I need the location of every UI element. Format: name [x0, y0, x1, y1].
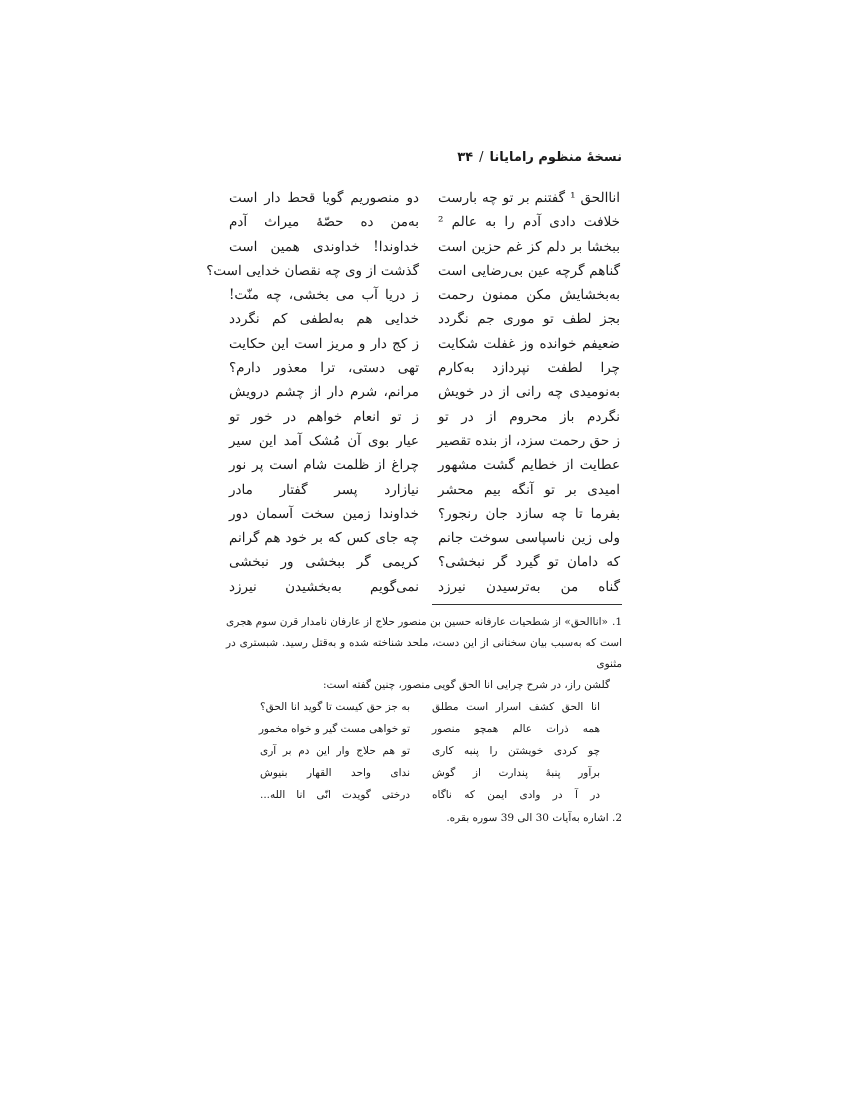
verse-line: خدایی هم به‌لطفی کم نگردد: [229, 311, 419, 328]
verse-line: گناه من به‌ترسیدن نیرزد: [438, 578, 620, 595]
hemistich-first: انا الحق کشف اسرار است مطلق: [432, 701, 600, 713]
verse-line: نمی‌گویم به‌بخشیدن نیرزد: [229, 578, 419, 595]
verse-line: اناالحق ¹ گفتنم بر تو چه بارست: [438, 190, 620, 206]
verse-line: ز کج دار و مریز است این حکایت: [229, 335, 419, 352]
hemistich-second: تو خواهی مست گیر و خواه مخمور: [258, 723, 410, 735]
verse-line: خداوندا زمین سخت آسمان دور: [229, 505, 419, 522]
verse-line: که دامان تو گیرد گر نبخشی؟: [438, 554, 620, 571]
verse-line: امیدی بر تو آنگه بیم محشر: [438, 481, 620, 498]
couplet: [226, 762, 600, 784]
poem-right-column: [438, 186, 620, 599]
header-separator: /: [479, 150, 484, 165]
couplet: [226, 718, 600, 740]
verse-line: ز تو انعام خواهم در خور تو: [229, 408, 419, 425]
verse-line: عطایت از خطایم گشت مشهور: [438, 457, 620, 474]
verse-line: بجز لطف تو موری جم نگردد: [438, 311, 620, 328]
couplet: [226, 784, 600, 806]
footnote-1-body: [226, 612, 622, 675]
hemistich-second: به جز حق کیست تا گوید انا الحق؟: [260, 701, 410, 713]
verse-line: چراغ از ظلمت شام است پر نور: [229, 457, 419, 474]
footnote-divider: [432, 604, 622, 605]
running-header: [457, 150, 622, 165]
poem-left-column: [206, 186, 419, 599]
verse-line: به‌نومیدی چه رانی از در خویش: [438, 384, 620, 401]
hemistich-second: درختی گویدت انّی انا الله...: [260, 789, 410, 801]
verse-line: ضعیفم خوانده وز غفلت شکایت: [438, 335, 620, 352]
couplet: [226, 696, 600, 718]
footnote-1-continuation: گلشن راز، در شرح چرایی انا الحق گویی منصور، چنین گفته است:: [322, 679, 610, 691]
verse-line: مرانم، شرم دار از چشم درویش: [229, 384, 419, 401]
verse-line: کریمی گر ببخشی ور نبخشی: [229, 554, 419, 571]
couplet: [226, 740, 600, 762]
hemistich-second: تو هم حلاج وار این دم بر آری: [260, 745, 410, 757]
footnotes: [226, 612, 622, 829]
verse-line: نگردم باز محروم از در تو: [438, 408, 620, 425]
verse-line: به‌بخشایش مکن ممنون رحمت: [438, 287, 620, 304]
hemistich-second: ندای واحد القهار بنیوش: [260, 767, 410, 779]
hemistich-first: برآور پنبهٔ پندارت از گوش: [432, 767, 600, 779]
footnote-2-number: 2.: [611, 812, 622, 824]
verse-line: ببخشا بر دلم کز غم حزین است: [438, 238, 620, 255]
verse-line: چرا لطفت نپردازد به‌کارم: [438, 360, 620, 377]
verse-line: خلافت دادی آدم را به عالم ²: [438, 214, 620, 231]
verse-line: خداوندا! خداوندی همین است: [229, 238, 419, 255]
hemistich-first: همه ذرات عالم همچو منصور: [432, 723, 600, 735]
verse-line: ولی زین ناسپاسی سوخت جانم: [438, 530, 620, 547]
book-title: نسخهٔ منظوم رامایانا: [489, 150, 622, 165]
verse-line: گناهم گرچه عین بی‌رضایی است: [438, 262, 620, 279]
footnote-1-text: «اناالحق» از شطحیات عارفانه حسین بن منصور حلاج از عارفان نامدار قرن سوم هجری است که به‌سبب بیان سخنانی از این دست، ملحد شناخته شده و به‌قتل رسید. شبستری در مثنوی: [226, 616, 622, 670]
verse-line: بفرما تا چه سازد جان رنجور؟: [438, 505, 620, 522]
verse-line: عیار بوی آن مُشک آمد این سیر: [229, 432, 419, 449]
verse-line: به‌من ده حصّهٔ میراث آدم: [229, 214, 419, 231]
verse-line: ز دریا آب می بخشی، چه منّت!: [229, 287, 419, 304]
verse-line: نیازارد پسر گفتار مادر: [229, 481, 419, 498]
quoted-couplets: [226, 696, 622, 806]
footnote-2-text: اشاره به‌آیات 30 الی 39 سوره بقره.: [446, 812, 609, 824]
verse-line: گذشت از وی چه نقصان خدایی است؟: [206, 262, 419, 279]
verse-line: دو منصوریم گویا قحط دار است: [229, 190, 419, 206]
page-number: ۳۴: [457, 150, 474, 165]
footnote-1: [226, 612, 622, 806]
verse-line: چه جای کس که بر خود هم گرانم: [229, 530, 419, 547]
footnote-2: [226, 808, 622, 829]
footnote-1-number: 1.: [611, 616, 622, 628]
verse-line: ز حق رحمت سزد، از بنده تقصیر: [436, 432, 620, 449]
hemistich-first: در آ در وادی ایمن که ناگاه: [432, 789, 600, 801]
verse-line: تهی دستی، ترا معذور دارم؟: [229, 360, 419, 377]
hemistich-first: چو کردی خویشتن را پنبه کاری: [432, 745, 600, 757]
